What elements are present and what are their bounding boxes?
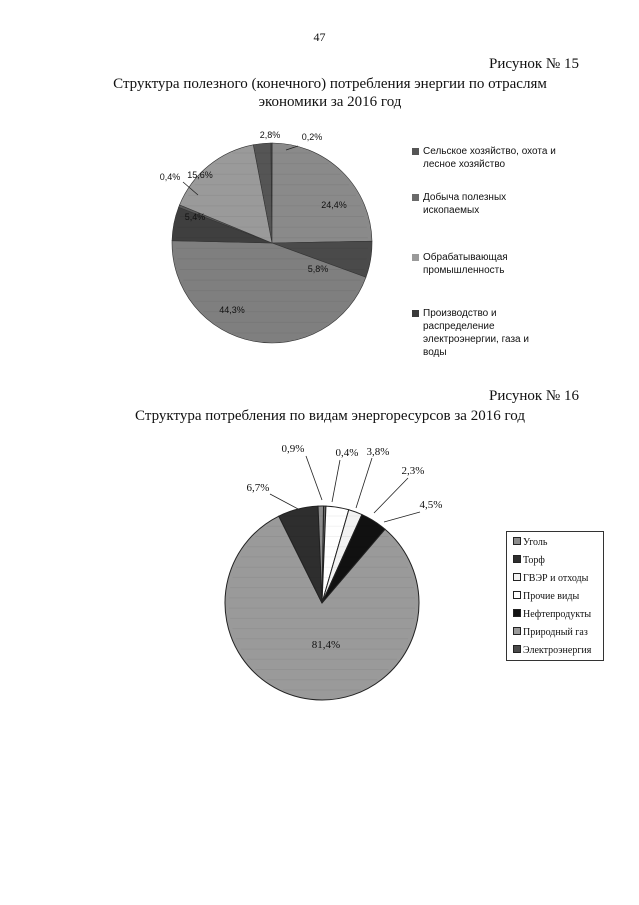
leader-line <box>384 512 420 522</box>
slice-data-label: 5,8% <box>307 264 329 274</box>
legend-swatch <box>513 591 521 599</box>
slice-data-label: 0,4% <box>159 172 181 182</box>
page-number: 47 <box>313 30 326 44</box>
legend-item-manufacturing: Обрабатывающая промышленность <box>412 251 582 277</box>
legend-swatch <box>513 609 521 617</box>
legend-swatch <box>513 627 521 635</box>
legend-swatch <box>412 310 419 317</box>
slice-data-label: 3,8% <box>366 446 390 458</box>
leader-line <box>332 460 340 502</box>
legend-item-utilities: Производство и распределение электроэнергии, газа и воды <box>412 307 582 359</box>
slice-data-label: 2,3% <box>401 465 425 477</box>
legend-item-electricity: Электроэнергия <box>513 645 591 656</box>
legend-item-coal: Уголь <box>513 537 547 548</box>
slice-data-label: 0,9% <box>281 443 305 455</box>
figure-15-title-line-2: экономики за 2016 год <box>258 94 402 110</box>
pie-slice <box>272 143 372 243</box>
legend-item-natural-gas: Природный газ <box>513 627 588 638</box>
figure-15-legend <box>412 145 582 359</box>
legend-item-agriculture: Сельское хозяйство, охота и лесное хозяйство <box>412 145 582 171</box>
slice-data-label: 0,2% <box>301 132 323 142</box>
slice-data-label: 4,5% <box>419 499 443 511</box>
leader-line <box>270 494 300 510</box>
legend-swatch <box>412 148 419 155</box>
legend-swatch <box>412 254 419 261</box>
slice-data-label: 0,4% <box>335 447 359 459</box>
figure-15-title-line-1: Структура полезного (конечного) потребления энергии по отраслям <box>113 76 547 92</box>
figure-16-label: Рисунок № 16 <box>489 388 579 404</box>
legend-item-peat: Торф <box>513 555 545 566</box>
figure-16-title: Структура потребления по видам энергоресурсов за 2016 год <box>135 408 525 424</box>
slice-data-label: 5,4% <box>184 212 206 222</box>
legend-item-oil-products: Нефтепродукты <box>513 609 591 620</box>
legend-swatch <box>513 555 521 563</box>
legend-swatch <box>412 194 419 201</box>
legend-item-mining: Добыча полезных ископаемых <box>412 191 582 217</box>
leader-line <box>306 456 322 500</box>
slice-data-label: 2,8% <box>259 130 281 140</box>
slice-data-label: 81,4% <box>311 639 341 651</box>
legend-swatch <box>513 645 521 653</box>
legend-item-waste: ГВЭР и отходы <box>513 573 588 584</box>
slice-data-label: 6,7% <box>246 482 270 494</box>
legend-swatch <box>513 537 521 545</box>
legend-swatch <box>513 573 521 581</box>
slice-data-label: 24,4% <box>321 200 347 210</box>
slice-data-label: 15,6% <box>187 170 213 180</box>
figure-16-legend <box>506 531 604 661</box>
slice-data-label: 44,3% <box>219 305 245 315</box>
legend-item-other: Прочие виды <box>513 591 579 602</box>
leader-line <box>356 458 372 508</box>
leader-line <box>374 478 408 513</box>
figure-15-label: Рисунок № 15 <box>489 56 579 72</box>
